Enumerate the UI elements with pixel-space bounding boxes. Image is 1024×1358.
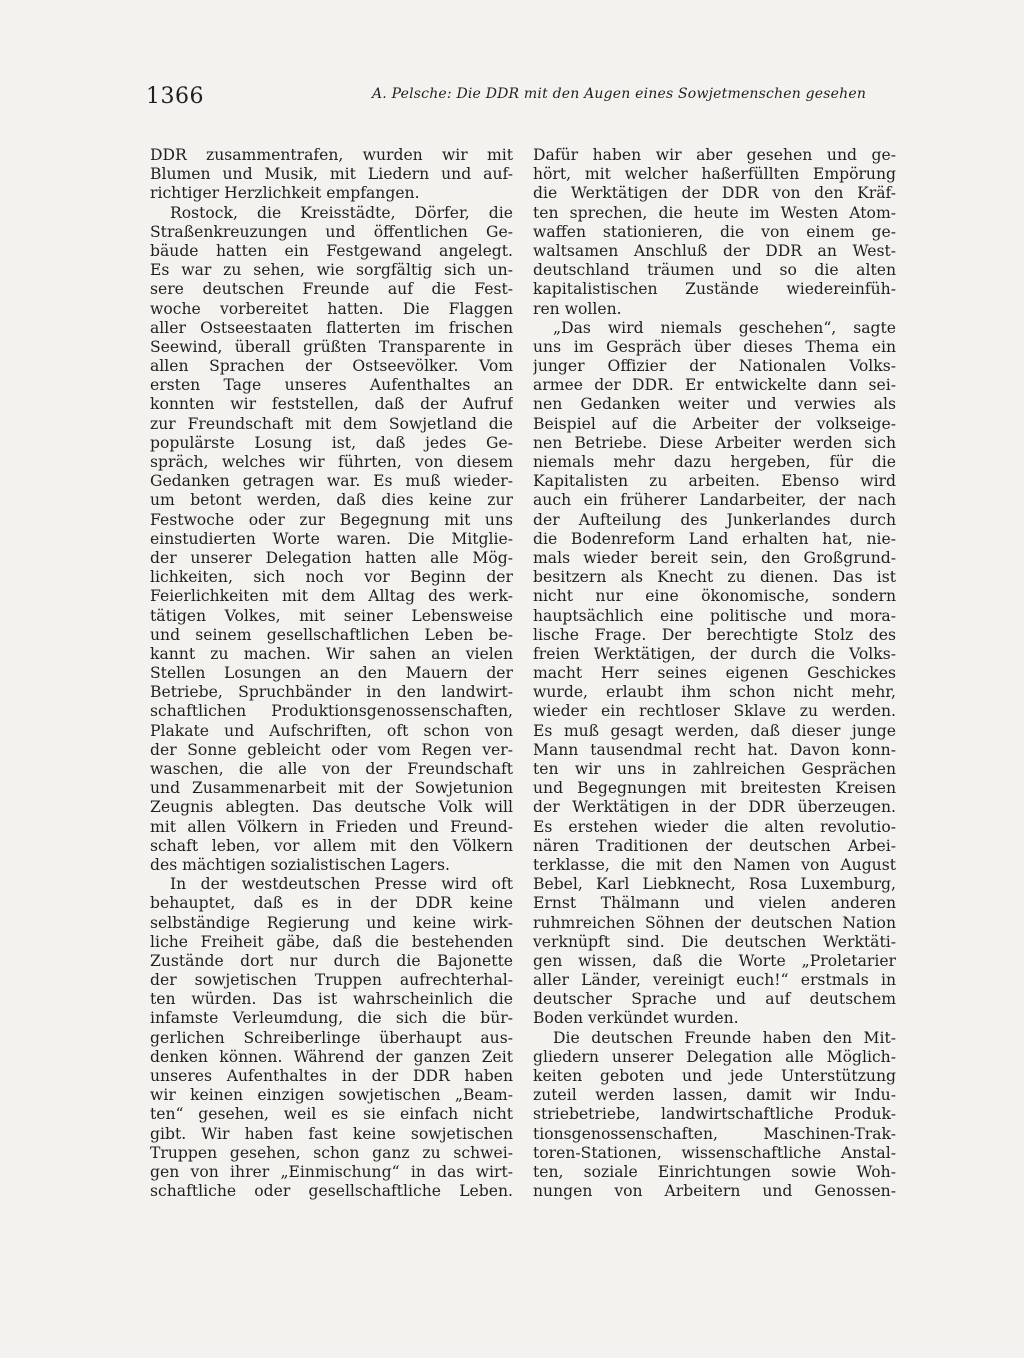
left-column-line: Zeugnis ablegten. Das deutsche Volk will — [150, 798, 513, 817]
left-column-line: denken können. Während der ganzen Zeit — [150, 1047, 513, 1066]
left-column-line: zur Freundschaft mit dem Sowjetland die — [150, 414, 513, 433]
left-column-line: Blumen und Musik, mit Liedern und auf- — [150, 165, 513, 184]
left-column-line: gen von ihrer „Einmischung“ in das wirt- — [150, 1162, 513, 1181]
right-column-line: besitzern als Knecht zu dienen. Das ist — [533, 568, 896, 587]
right-column-line: terklasse, die mit den Namen von August — [533, 855, 896, 874]
right-column-line: Ernst Thälmann und vielen anderen — [533, 894, 896, 913]
left-column-line: aller Ostseestaaten flatterten im frischen — [150, 318, 513, 337]
left-column-line: ten würden. Das ist wahrscheinlich die — [150, 990, 513, 1009]
right-column-line: freien Werktätigen, der durch die Volks- — [533, 644, 896, 663]
right-column-line: gen wissen, daß die Worte „Proletarier — [533, 951, 896, 970]
running-title: A. Pelsche: Die DDR mit den Augen eines Sowjetmenschen gesehen — [372, 86, 867, 102]
left-column-line: Rostock, die Kreisstädte, Dörfer, die — [170, 203, 513, 222]
right-column-line: armee der DDR. Er entwickelte dann sei- — [533, 376, 896, 395]
left-column-line: DDR zusammentrafen, wurden wir mit — [150, 146, 513, 164]
right-column-line: aller Länder, vereinigt euch!“ erstmals in — [533, 971, 896, 990]
right-column-line: waffen stationieren, die von einem ge- — [533, 222, 896, 241]
right-column-line: nen Betriebe. Diese Arbeiter werden sich — [533, 433, 896, 452]
right-column-line: ren wollen. — [533, 299, 622, 318]
right-column-line: nicht nur eine ökonomische, sondern — [533, 587, 896, 606]
left-column-line: um betont werden, daß dies keine zur — [150, 491, 513, 510]
left-column-line: waschen, die alle von der Freundschaft — [150, 760, 513, 778]
right-column-line: „Das wird niemals geschehen“, sagte — [553, 318, 896, 337]
right-column-line: ruhmreichen Söhnen der deutschen Nation — [533, 913, 896, 932]
left-column-line: ersten Tage unseres Aufenthaltes an — [150, 376, 513, 395]
right-column-line: wieder ein rechtloser Sklave zu werden. — [533, 702, 896, 721]
right-column-line: Boden verkündet wurden. — [533, 1009, 739, 1028]
right-column-line: und Begegnungen mit breitesten Kreisen — [533, 779, 896, 798]
right-column-line: auch ein früherer Landarbeiter, der nach — [533, 491, 896, 510]
right-column-line: nären Traditionen der deutschen Arbei- — [533, 836, 896, 855]
left-column-line: mit allen Völkern in Frieden und Freund- — [150, 817, 513, 836]
right-column-line: junger Offizier der Nationalen Volks- — [533, 357, 896, 376]
left-column-line: des mächtigen sozialistischen Lagers. — [150, 855, 450, 874]
right-column-line: nungen von Arbeitern und Genossen- — [533, 1182, 896, 1201]
left-column-line: Stellen Losungen an den Mauern der — [150, 664, 513, 683]
left-column-line: tätigen Volkes, mit seiner Lebensweise — [150, 606, 513, 625]
left-column-line: der unserer Delegation hatten alle Mög- — [150, 548, 513, 567]
left-text-column — [150, 146, 513, 1201]
right-column-line: Dafür haben wir aber gesehen und ge- — [533, 146, 896, 164]
left-column-line: woche vorbereitet hatten. Die Flaggen — [150, 299, 513, 318]
left-column-line: Plakate und Aufschriften, oft schon von — [150, 721, 513, 740]
right-column-line: ten wir uns in zahlreichen Gesprächen — [533, 760, 896, 778]
right-column-line: wurde, erlaubt ihm schon nicht mehr, — [533, 683, 896, 702]
left-column-line: einstudierten Worte waren. Die Mitglie- — [150, 529, 513, 548]
left-column-line: wir keinen einzigen sowjetischen „Beam- — [150, 1086, 513, 1105]
left-column-line: Es war zu sehen, wie sorgfältig sich un- — [150, 261, 513, 280]
right-column-line: hauptsächlich eine politische und mora- — [533, 606, 896, 625]
right-column-line: die Werktätigen der DDR von den Kräf- — [533, 184, 896, 203]
left-column-line: In der westdeutschen Presse wird oft — [170, 875, 513, 894]
left-column-line: selbständige Regierung und keine wirk- — [150, 913, 513, 932]
left-column-line: ten“ gesehen, weil es sie einfach nicht — [150, 1105, 513, 1124]
left-column-line: infamste Verleumdung, die sich die bür- — [150, 1009, 513, 1028]
right-column-line: Es erstehen wieder die alten revolutio- — [533, 817, 896, 836]
right-column-line: kapitalistischen Zustände wiedereinfüh- — [533, 280, 896, 299]
right-column-line: der Aufteilung des Junkerlandes durch — [533, 510, 896, 529]
left-column-line: allen Sprachen der Ostseevölker. Vom — [150, 357, 513, 376]
left-column-line: Seewind, überall grüßten Transparente in — [150, 337, 513, 356]
left-column-line: lichkeiten, sich noch vor Beginn der — [150, 568, 513, 587]
left-column-line: schaftliche oder gesellschaftliche Leben. — [150, 1182, 513, 1201]
right-column-line: Bebel, Karl Liebknecht, Rosa Luxemburg, — [533, 875, 896, 894]
left-column-line: unseres Aufenthaltes in der DDR haben — [150, 1067, 513, 1085]
right-column-line: tionsgenossenschaften, Maschinen-Trak- — [533, 1124, 896, 1143]
right-column-line: striebetriebe, landwirtschaftliche Produk- — [533, 1105, 896, 1124]
left-column-line: und seinem gesellschaftlichen Leben be- — [150, 625, 513, 644]
right-column-line: verknüpft sind. Die deutschen Werktäti- — [533, 932, 896, 951]
right-column-line: gliedern unserer Delegation alle Möglich- — [533, 1047, 896, 1066]
left-column-line: und Zusammenarbeit mit der Sowjetunion — [150, 779, 513, 798]
right-column-line: keiten geboten und jede Unterstützung — [533, 1067, 896, 1085]
right-column-line: toren-Stationen, wissenschaftliche Anstal- — [533, 1143, 896, 1162]
left-column-line: richtiger Herzlichkeit empfangen. — [150, 184, 420, 203]
left-column-line: gibt. Wir haben fast keine sowjetischen — [150, 1124, 513, 1143]
left-column-line: populärste Losung ist, daß jedes Ge- — [150, 433, 513, 452]
right-column-line: waltsamen Anschluß der DDR an West- — [533, 241, 896, 260]
right-column-line: deutschland träumen und so die alten — [533, 261, 896, 280]
right-column-line: hört, mit welcher haßerfüllten Empörung — [533, 165, 896, 184]
left-column-line: Gedanken getragen war. Es muß wieder- — [150, 472, 513, 491]
left-column-line: kannt zu machen. Wir sahen an vielen — [150, 644, 513, 663]
right-column-line: der Werktätigen in der DDR überzeugen. — [533, 798, 896, 817]
left-column-line: Truppen gesehen, schon ganz zu schwei- — [150, 1143, 513, 1162]
right-column-line: mals wieder bereit sein, den Großgrund- — [533, 548, 896, 567]
left-column-line: konnten wir feststellen, daß der Aufruf — [150, 395, 513, 414]
left-column-line: Betriebe, Spruchbänder in den landwirt- — [150, 683, 513, 702]
left-column-line: Zustände dort nur durch die Bajonette — [150, 951, 513, 970]
left-column-line: liche Freiheit gäbe, daß die bestehenden — [150, 932, 513, 951]
right-column-line: lische Frage. Der berechtigte Stolz des — [533, 625, 896, 644]
left-column-line: schaft leben, vor allem mit den Völkern — [150, 836, 513, 855]
left-column-line: der sowjetischen Truppen aufrechterhal- — [150, 971, 513, 990]
right-text-column — [533, 146, 896, 1201]
right-column-line: die Bodenreform Land erhalten hat, nie- — [533, 529, 896, 548]
right-column-line: Die deutschen Freunde haben den Mit- — [553, 1028, 896, 1047]
right-column-line: uns im Gespräch über dieses Thema ein — [533, 337, 896, 356]
right-column-line: zuteil werden lassen, damit wir Indu- — [533, 1086, 896, 1105]
right-column-line: Es muß gesagt werden, daß dieser junge — [533, 721, 896, 740]
right-column-line: Kapitalisten zu arbeiten. Ebenso wird — [533, 472, 896, 491]
right-column-line: macht Herr seines eigenen Geschickes — [533, 664, 896, 683]
right-column-line: Mann tausendmal recht hat. Davon konn- — [533, 740, 896, 759]
left-column-line: Feierlichkeiten mit dem Alltag des werk- — [150, 587, 513, 606]
left-column-line: spräch, welches wir führten, von diesem — [150, 453, 513, 471]
left-column-line: der Sonne gebleicht oder vom Regen ver- — [150, 740, 513, 759]
left-column-line: Straßenkreuzungen und öffentlichen Ge- — [150, 222, 513, 241]
right-column-line: deutscher Sprache und auf deutschem — [533, 990, 896, 1009]
left-column-line: Festwoche oder zur Begegnung mit uns — [150, 510, 513, 529]
right-column-line: Beispiel auf die Arbeiter der volkseige- — [533, 414, 896, 433]
page-number: 1366 — [146, 84, 204, 109]
left-column-line: behauptet, daß es in der DDR keine — [150, 894, 513, 913]
right-column-line: ten sprechen, die heute im Westen Atom- — [533, 203, 896, 222]
left-column-line: bäude hatten ein Festgewand angelegt. — [150, 241, 513, 260]
right-column-line: niemals mehr dazu hergeben, für die — [533, 453, 896, 471]
left-column-line: sere deutschen Freunde auf die Fest- — [150, 280, 513, 299]
left-column-line: gerlichen Schreiberlinge überhaupt aus- — [150, 1028, 513, 1047]
right-column-line: nen Gedanken weiter und verwies als — [533, 395, 896, 414]
right-column-line: ten, soziale Einrichtungen sowie Woh- — [533, 1162, 896, 1181]
left-column-line: schaftlichen Produktionsgenossenschaften, — [150, 702, 513, 721]
